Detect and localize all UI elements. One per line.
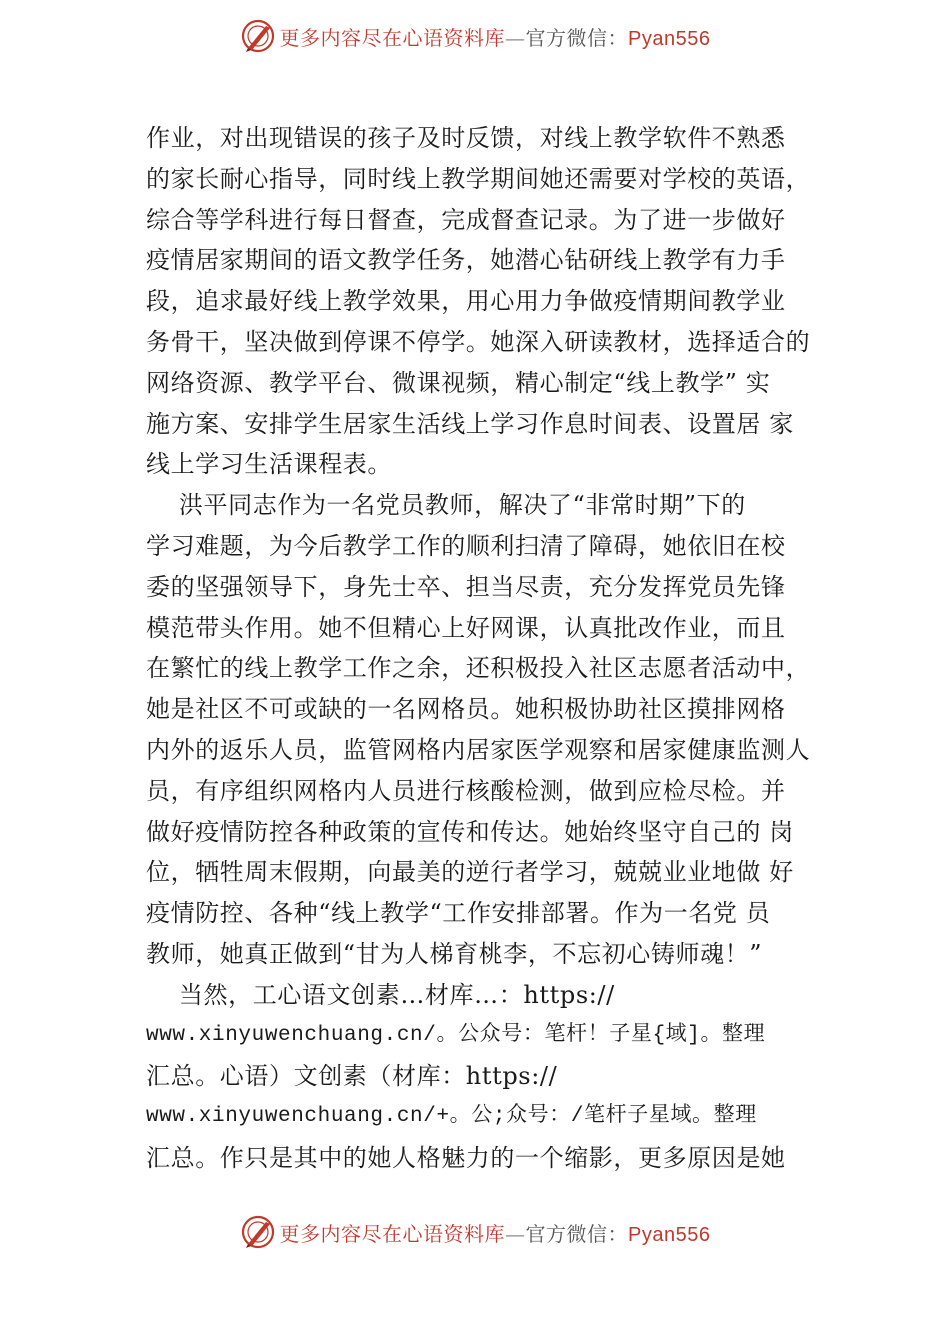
text-line: 内外的返乐人员，监管网格内居家医学观察和居家健康监测人 — [146, 735, 811, 764]
banner-wechat-id: Pyan556 — [628, 1223, 711, 1246]
banner-wechat-id: Pyan556 — [628, 27, 711, 50]
text-line: 施方案、安排学生居家生活线上学习作息时间表、设置居 家 — [146, 409, 794, 438]
footer-banner — [0, 1210, 950, 1254]
text-line: 疫情防控、各种“线上教学“工作安排部署。作为一名党 员 — [146, 899, 771, 928]
banner-text — [280, 22, 711, 51]
banner-library-name: 更多内容尽在心语资料库 — [279, 25, 506, 50]
text-line: 作业，对出现错误的孩子及时反馈，对线上教学软件不熟悉 — [146, 124, 786, 152]
banner-dash: — — [505, 25, 526, 50]
text-line: 综合等学科进行每日督查，完成督查记录。为了进一步做好 — [146, 205, 786, 234]
banner-dash: — — [505, 1221, 526, 1246]
text-line: 当然，工心语文创素…材库…：https:// — [146, 980, 615, 1009]
text-line: 她是社区不可或缺的一名网格员。她积极协助社区摸排网格 — [146, 695, 786, 724]
text-line: 学习难题，为今后教学工作的顺利扫清了障碍，她依旧在校 — [146, 531, 786, 560]
text-line-url: www.xinyuwenchuang.cn/+。公;众号：/笔杆子星域。整理 — [146, 1105, 757, 1129]
pen-logo-icon — [240, 18, 276, 54]
banner-wechat-label: 官方微信： — [525, 25, 629, 50]
banner-library-name: 更多内容尽在心语资料库 — [279, 1221, 506, 1246]
text-line: 务骨干，坚决做到停课不停学。她深入研读教材，选择适合的 — [146, 327, 811, 356]
text-line: 段，追求最好线上教学效果，用心用力争做疫情期间教学业 — [146, 287, 786, 316]
text-line: 线上学习生活课程表。 — [146, 450, 392, 479]
body-text — [146, 118, 836, 1179]
text-line: 汇总。作只是其中的她人格魅力的一个缩影，更多原因是她 — [146, 1143, 786, 1172]
banner-wechat-label: 官方微信： — [525, 1221, 629, 1246]
text-line: 做好疫情防控各种政策的宣传和传达。她始终坚守自己的 岗 — [146, 817, 794, 846]
text-line: 在繁忙的线上教学工作之余，还积极投入社区志愿者活动中， — [146, 654, 811, 683]
header-banner — [0, 14, 950, 58]
text-line: 员，有序组织网格内人员进行核酸检测，做到应检尽检。并 — [146, 776, 786, 805]
text-line: 汇总。心语）文创素（材库：https:// — [146, 1062, 558, 1091]
text-line-url: www.xinyuwenchuang.cn/。公众号：笔杆！子星{域]。整理 — [146, 1023, 766, 1047]
banner-text — [280, 1218, 711, 1247]
pen-logo-icon — [240, 1214, 276, 1250]
text-line: 的家长耐心指导，同时线上教学期间她还需要对学校的英语， — [146, 164, 811, 193]
text-line: 委的坚强领导下，身先士卒、担当尽责，充分发挥党员先锋 — [146, 572, 786, 601]
text-line: 教师，她真正做到“甘为人梯育桃李，不忘初心铸师魂！” — [146, 939, 763, 968]
text-line: 网络资源、教学平台、微课视频，精心制定“线上教学” 实 — [146, 368, 771, 397]
text-line: 位，牺牲周末假期，向最美的逆行者学习，兢兢业业地做 好 — [146, 858, 794, 887]
text-line: 模范带头作用。她不但精心上好网课，认真批改作业，而且 — [146, 613, 786, 642]
text-line: 洪平同志作为一名党员教师，解决了“非常时期”下的 — [146, 491, 746, 520]
text-line: 疫情居家期间的语文教学任务，她潜心钻研线上教学有力手 — [146, 246, 786, 275]
